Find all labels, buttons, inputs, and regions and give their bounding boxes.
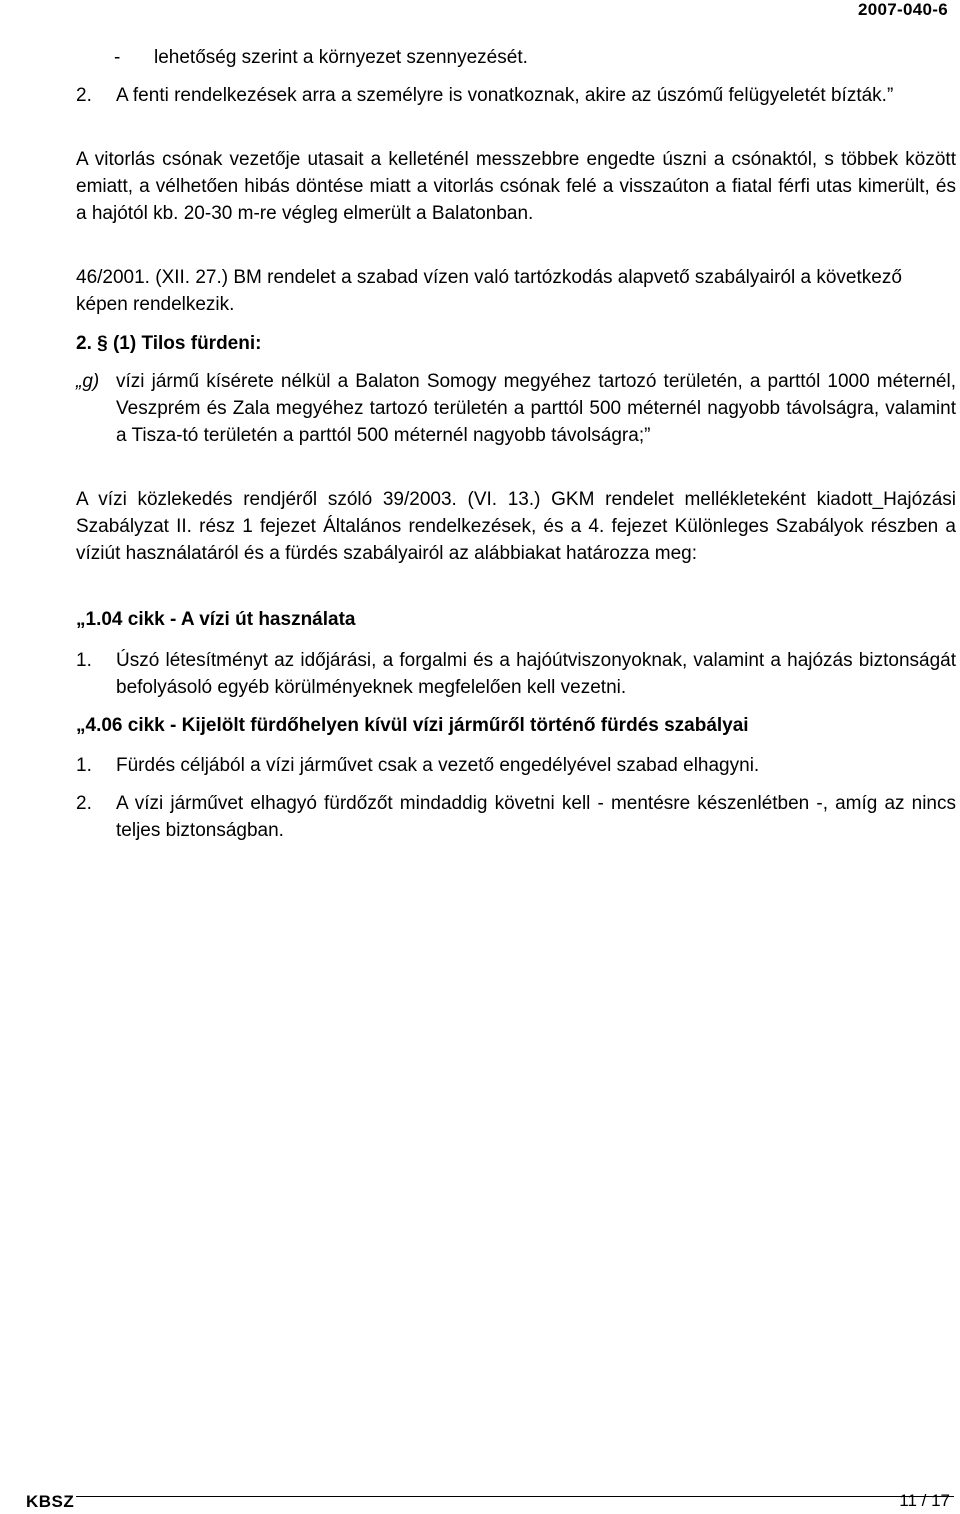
paragraph-vitorlas: A vitorlás csónak vezetője utasait a kelleténél messzebbre engedte úszni a csónaktól, s többek között emiatt, a vélhetően hibás döntése miatt a vitorlás csónak felé a visszaúton a fiatal férfi utas kimerült, és a hajótól kb. 20-30 m-re végleg elmerült a Balatonban.	[76, 149, 956, 224]
item-number: 1.	[76, 650, 92, 671]
paragraph-bm-rendelet: 46/2001. (XII. 27.) BM rendelet a szabad vízen való tartózkodás alapvető szabályairól a következő képen rendelkezik.	[76, 267, 902, 315]
dash-item-text: lehetőség szerint a környezet szennyezését.	[154, 47, 528, 68]
item-406-1	[76, 752, 956, 779]
item-number: 2.	[76, 793, 92, 814]
heading-104: „1.04 cikk - A vízi út használata	[76, 609, 356, 630]
kbsz-logo: KBSZ	[26, 1492, 75, 1511]
item-text: Úszó létesítményt az időjárási, a forgalmi és a hajóútviszonyoknak, valamint a hajózás biztonságát befolyásoló egyéb körülményeknek megfelelően kell vezetni.	[116, 650, 956, 698]
item-text: A vízi járművet elhagyó fürdőzőt mindaddig követni kell - mentésre készenlétben -, amíg az nincs teljes biztonságban.	[116, 793, 956, 841]
numbered-item-2	[76, 82, 956, 109]
g-item-text: vízi jármű kísérete nélkül a Balaton Somogy megyéhez tartozó területén, a parttól 1000 méternél, Veszprém és Zala megyéhez tartozó területén a parttól 500 méternél nagyobb távolságra, valamint a Tisza-tó területén a parttól 500 méternél nagyobb távolságra;”	[116, 371, 956, 446]
item-text: A fenti rendelkezések arra a személyre is vonatkoznak, akire az úszómű felügyeletét bízták.”	[116, 85, 894, 106]
item-number: 1.	[76, 755, 92, 776]
heading-406: „4.06 cikk - Kijelölt fürdőhelyen kívül vízi járműről történő fürdés szabályai	[76, 715, 749, 736]
item-104-1	[76, 647, 956, 701]
item-406-2	[76, 790, 956, 844]
dash-bullet: -	[114, 47, 121, 68]
footer-divider	[76, 1496, 954, 1497]
paragraph-gkm-rendelet: A vízi közlekedés rendjéről szóló 39/2003. (VI. 13.) GKM rendelet mellékleteként kiadott_Hajózási Szabályzat II. rész 1 fejezet Általános rendelkezések, és a 4. fejezet Különleges Szabályok részben a víziút használatáról és a fürdés szabályairól az alábbiakat határozza meg:	[76, 489, 956, 564]
item-number: 2.	[76, 85, 92, 106]
document-id: 2007-040-6	[858, 0, 948, 19]
g-list-item	[76, 368, 956, 449]
page-number: 11 / 17	[899, 1491, 950, 1510]
tilos-heading: 2. § (1) Tilos fürdeni:	[76, 333, 262, 354]
g-label: „g)	[76, 371, 100, 392]
item-text: Fürdés céljából a vízi járművet csak a vezető engedélyével szabad elhagyni.	[116, 755, 760, 776]
dash-list-item	[114, 44, 956, 71]
